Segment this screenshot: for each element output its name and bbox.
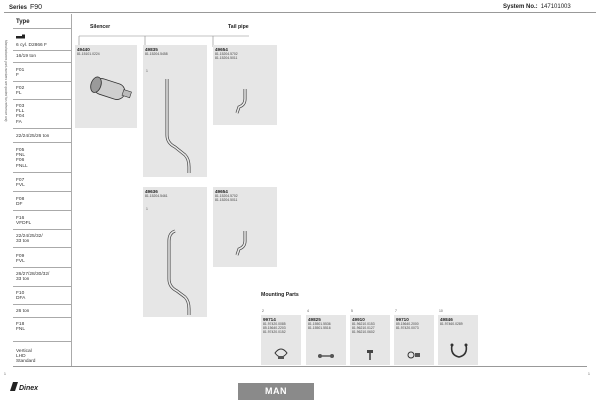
type-title: Type: [16, 19, 30, 25]
mount-card[interactable]: [306, 315, 346, 365]
mount-qty: 10: [439, 309, 443, 313]
type-divider: [13, 286, 71, 287]
type-divider: [13, 229, 71, 230]
type-variant: F09 FVL: [16, 254, 25, 265]
type-divider: [13, 81, 71, 82]
brand-banner: MAN: [238, 383, 314, 400]
part-refs: 85.15640.2000 81.97420.0073: [396, 322, 419, 330]
type-variant: F05 FNL F06 FNLL: [16, 148, 28, 169]
part-code: 49654: [215, 47, 228, 52]
mounting-parts-title: Mounting Parts: [261, 292, 299, 298]
tailpipe-drawing: [231, 227, 255, 259]
type-variant: F18 FNL: [16, 322, 26, 333]
type-variant: F10 DFA: [16, 291, 26, 302]
part-refs: 81.15204.5461: [145, 194, 168, 198]
type-divider: [13, 247, 71, 248]
footer-rule: [13, 366, 587, 367]
type-divider: [13, 50, 71, 51]
part-refs: 81.15501.5536 81.15501.5516: [308, 322, 331, 330]
type-divider: [13, 28, 71, 29]
type-divider: [13, 172, 71, 173]
type-position: Vertical LHD Standard: [16, 349, 36, 365]
type-divider: [13, 191, 71, 192]
tailpipe-drawing: [231, 85, 255, 117]
dinex-logo: [9, 379, 45, 395]
bolt-drawing: [364, 349, 376, 361]
part-code: 49440: [77, 47, 90, 52]
type-divider: [13, 99, 71, 100]
page-number-left: 1: [4, 372, 6, 376]
clamp-drawing: [273, 347, 289, 361]
part-code: 49846: [440, 317, 453, 322]
part-refs: 81.15204.5702 81.15204.5011: [215, 52, 238, 60]
system-header: [503, 4, 571, 10]
part-refs: 81.96210.0153 81.96210.0127 81.96210.0602: [352, 322, 375, 334]
type-variant: F01 F: [16, 68, 25, 79]
mount-qty: 5: [351, 309, 353, 313]
part-code: 49825: [308, 317, 321, 322]
type-column-border: [71, 14, 72, 366]
series-value: F90: [30, 4, 43, 11]
mount-card[interactable]: [394, 315, 434, 365]
mount-card[interactable]: [350, 315, 390, 365]
type-divider: [13, 62, 71, 63]
mount-qty: 4: [307, 309, 309, 313]
type-divider: [13, 317, 71, 318]
type-divider: [13, 341, 71, 342]
type-weight: 26/27/28/30/32/ 33 ton: [16, 272, 50, 283]
page-number-right: 1: [588, 372, 590, 376]
part-code: 99710: [396, 317, 409, 322]
mount-card[interactable]: [261, 315, 301, 365]
type-divider: [13, 128, 71, 129]
type-weight: 22/24/25/26 ton: [16, 134, 50, 139]
part-refs: 81.97420.0085 85.15640.2203 81.97420.0152: [263, 322, 286, 334]
header-rule: [4, 12, 596, 13]
type-divider: [13, 304, 71, 305]
system-label: System No.:: [503, 4, 538, 10]
part-card-tailpipe[interactable]: [213, 45, 277, 125]
hanger-drawing: [448, 341, 470, 361]
pipe-drawing: [161, 227, 201, 317]
washer-drawing: [406, 349, 422, 361]
silencer-heading: Silencer: [90, 24, 111, 30]
part-card-silencer[interactable]: [75, 45, 137, 128]
type-variant: F03 FLL F04 FA: [16, 104, 25, 125]
svg-text:Dinex: Dinex: [19, 385, 39, 392]
part-refs: 81.97460.0289: [440, 322, 463, 326]
part-code: 99714: [263, 317, 276, 322]
type-weight: 22/24/25/32/ 33 ton: [16, 234, 43, 245]
type-variant: F02 FL: [16, 86, 25, 97]
type-variant: F08 DF: [16, 197, 25, 208]
part-refs: 81.15101.0224: [77, 52, 100, 56]
side-note: Manufacturers part numbers are quoted for reference only: [4, 40, 8, 122]
tailpipe-heading: Tail pipe: [228, 24, 249, 30]
type-engine: 6 cyl. D2866 F: [16, 43, 47, 48]
type-divider: [13, 142, 71, 143]
type-variant: F07 FVL: [16, 178, 25, 189]
mount-qty: 2: [262, 309, 264, 313]
silencer-drawing: [85, 75, 133, 105]
mount-qty: 7: [395, 309, 397, 313]
system-value: 147101003: [540, 4, 571, 10]
series-label: Series: [9, 5, 28, 11]
part-card-pipe[interactable]: [143, 45, 207, 177]
type-variant: F16 VFDFL: [16, 216, 32, 227]
bracket-drawing: [316, 351, 336, 361]
series-header: [9, 4, 42, 11]
part-code: 49636: [145, 189, 158, 194]
part-card-tailpipe[interactable]: [213, 187, 277, 267]
type-divider: [13, 267, 71, 268]
type-divider: [13, 210, 71, 211]
part-card-pipe[interactable]: [143, 187, 207, 317]
type-weight: 16/19 ton: [16, 54, 37, 59]
truck-icon: [16, 34, 26, 40]
part-code: 49835: [145, 47, 158, 52]
part-qty: 1: [146, 69, 148, 73]
type-column: [13, 14, 71, 366]
part-code: 49654: [215, 189, 228, 194]
part-refs: 81.15204.5458: [145, 52, 168, 56]
mount-card[interactable]: [438, 315, 478, 365]
part-refs: 81.15204.5702 81.15204.5011: [215, 194, 238, 202]
part-code: 49910: [352, 317, 365, 322]
type-weight: 26 ton: [16, 309, 30, 314]
part-qty: 1: [146, 207, 148, 211]
pipe-drawing: [161, 75, 201, 175]
